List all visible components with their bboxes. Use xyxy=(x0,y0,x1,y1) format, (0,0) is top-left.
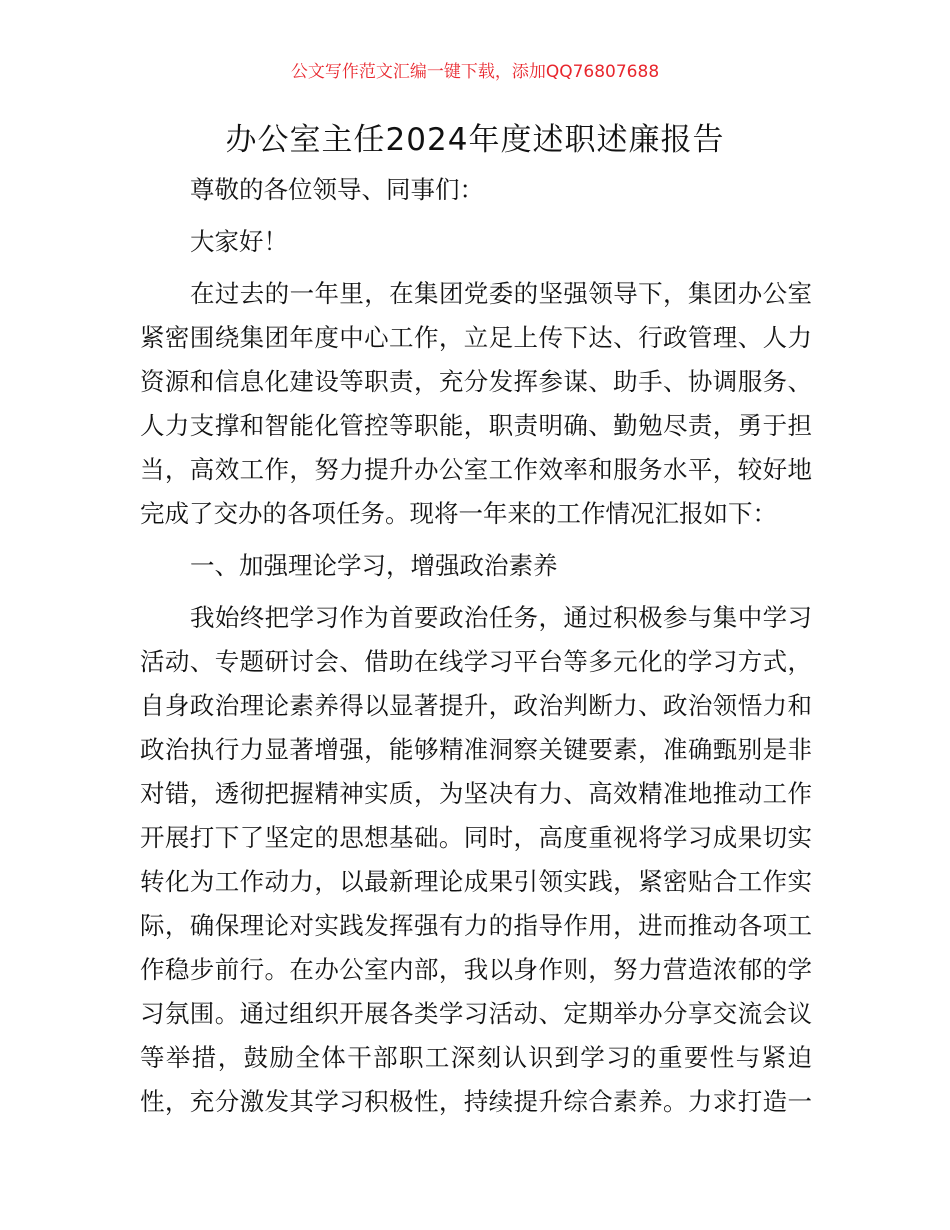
paragraph-line: 完成了交办的各项任务。现将一年来的工作情况汇报如下： xyxy=(140,499,777,528)
greeting: 尊敬的各位领导、同事们： xyxy=(190,175,484,204)
paragraph-line: 开展打下了坚定的思想基础。同时，高度重视将学习成果切实 xyxy=(140,823,812,852)
document-body xyxy=(140,168,812,1124)
paragraph-line: 紧密围绕集团年度中心工作，立足上传下达、行政管理、人力 xyxy=(140,323,812,352)
watermark-banner: 公文写作范文汇编一键下载，添加QQ76807688 xyxy=(290,62,660,82)
section-heading: 一、加强理论学习，增强政治素养 xyxy=(190,551,558,580)
paragraph-line: 在过去的一年里，在集团党委的坚强领导下，集团办公室 xyxy=(190,279,812,308)
paragraph-line: 际，确保理论对实践发挥强有力的指导作用，进而推动各项工 xyxy=(140,911,812,940)
paragraph-line: 人力支撑和智能化管控等职能，职责明确、勤勉尽责，勇于担 xyxy=(140,411,812,440)
paragraph-line: 性，充分激发其学习积极性，持续提升综合素养。力求打造一 xyxy=(140,1087,812,1116)
paragraph-line: 当，高效工作，努力提升办公室工作效率和服务水平，较好地 xyxy=(140,455,812,484)
paragraph-line: 对错，透彻把握精神实质，为坚决有力、高效精准地推动工作 xyxy=(140,779,812,808)
paragraph-line: 我始终把学习作为首要政治任务，通过积极参与集中学习 xyxy=(190,603,812,632)
paragraph-line: 资源和信息化建设等职责，充分发挥参谋、助手、协调服务、 xyxy=(140,367,812,396)
paragraph-line: 转化为工作动力，以最新理论成果引领实践，紧密贴合工作实 xyxy=(140,867,812,896)
paragraph-line: 等举措，鼓励全体干部职工深刻认识到学习的重要性与紧迫 xyxy=(140,1043,812,1072)
salutation: 大家好！ xyxy=(190,227,288,256)
paragraph-1 xyxy=(140,272,812,536)
paragraph-2 xyxy=(140,596,812,1124)
paragraph-line: 活动、专题研讨会、借助在线学习平台等多元化的学习方式， xyxy=(140,647,812,676)
paragraph-line: 习氛围。通过组织开展各类学习活动、定期举办分享交流会议 xyxy=(140,999,812,1028)
paragraph-line: 政治执行力显著增强，能够精准洞察关键要素，准确甄别是非 xyxy=(140,735,812,764)
paragraph-line: 作稳步前行。在办公室内部，我以身作则，努力营造浓郁的学 xyxy=(140,955,812,984)
paragraph-line: 自身政治理论素养得以显著提升，政治判断力、政治领悟力和 xyxy=(140,691,812,720)
document-title: 办公室主任2024年度述职述廉报告 xyxy=(225,122,725,158)
